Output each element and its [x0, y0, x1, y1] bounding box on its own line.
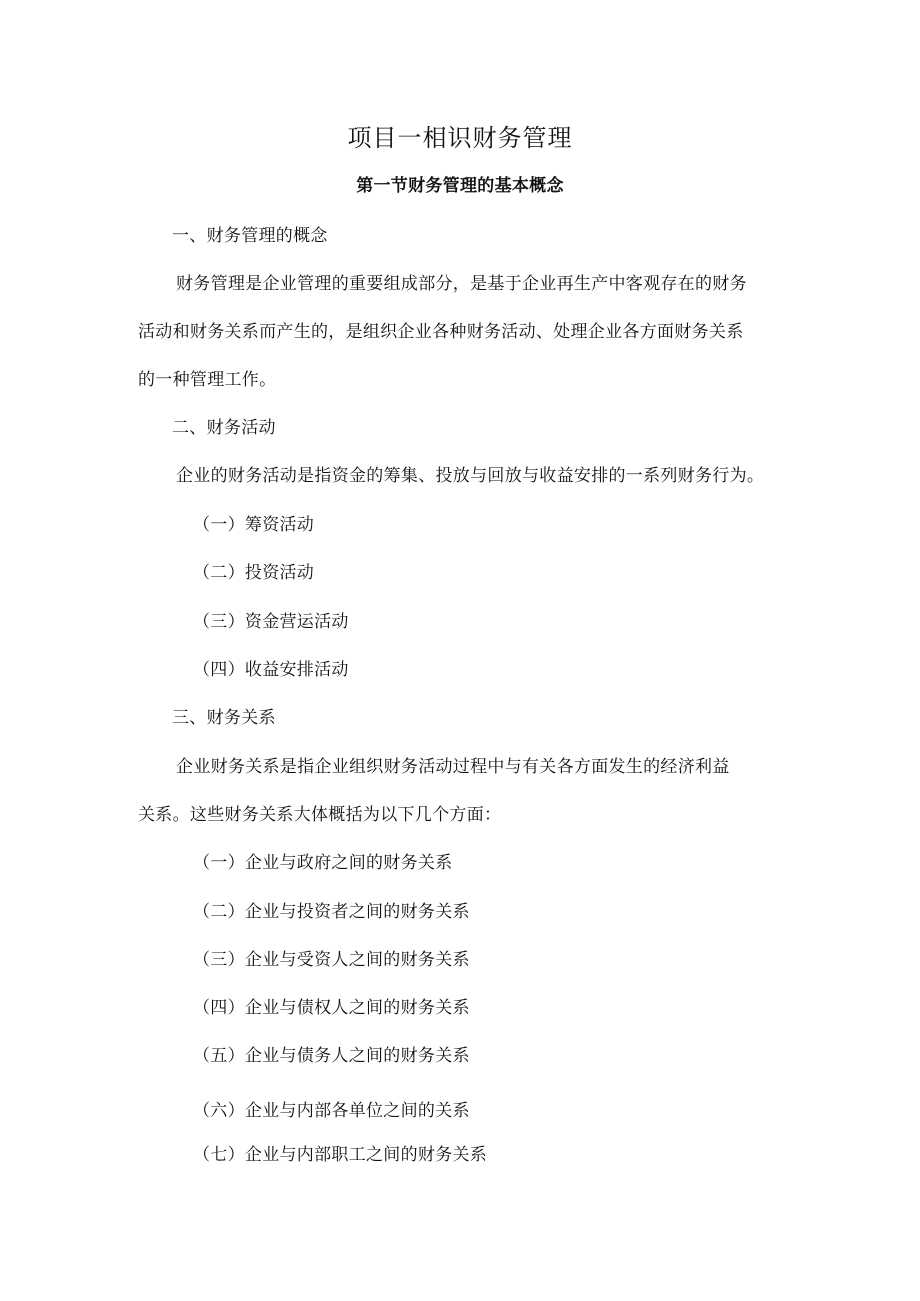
paragraph-concept-line-3: 的一种管理工作。 — [138, 370, 277, 390]
activity-item: （三）资金营运活动 — [193, 612, 349, 632]
paragraph-relations-line-2: 关系。这些财务关系大体概括为以下几个方面： — [138, 805, 502, 825]
paragraph-concept-line-2: 活动和财务关系而产生的，是组织企业各种财务活动、处理企业各方面财务关系 — [138, 322, 744, 342]
paragraph-relations-line-1: 企业财务关系是指企业组织财务活动过程中与有关各方面发生的经济利益 — [176, 757, 730, 777]
paragraph-concept-line-1: 财务管理是企业管理的重要组成部分，是基于企业再生产中客观存在的财务 — [176, 274, 747, 294]
heading-relations: 三、财务关系 — [172, 708, 276, 728]
activity-item: （四）收益安排活动 — [193, 660, 349, 680]
relation-item: （六）企业与内部各单位之间的关系 — [193, 1101, 470, 1121]
paragraph-activities: 企业的财务活动是指资金的筹集、投放与回放与收益安排的一系列财务行为。 — [176, 466, 765, 486]
heading-concept: 一、财务管理的概念 — [172, 226, 328, 246]
relation-item: （七）企业与内部职工之间的财务关系 — [193, 1145, 488, 1165]
relation-item: （二）企业与投资者之间的财务关系 — [193, 902, 470, 922]
activity-item: （一）筹资活动 — [193, 515, 315, 535]
heading-activities: 二、财务活动 — [172, 418, 276, 438]
section-title: 第一节财务管理的基本概念 — [356, 176, 564, 196]
document-title: 项目一相识财务管理 — [347, 124, 573, 152]
relation-item: （四）企业与债权人之间的财务关系 — [193, 998, 470, 1018]
relation-item: （三）企业与受资人之间的财务关系 — [193, 950, 470, 970]
relation-item: （一）企业与政府之间的财务关系 — [193, 853, 453, 873]
activity-item: （二）投资活动 — [193, 563, 315, 583]
relation-item: （五）企业与债务人之间的财务关系 — [193, 1046, 470, 1066]
